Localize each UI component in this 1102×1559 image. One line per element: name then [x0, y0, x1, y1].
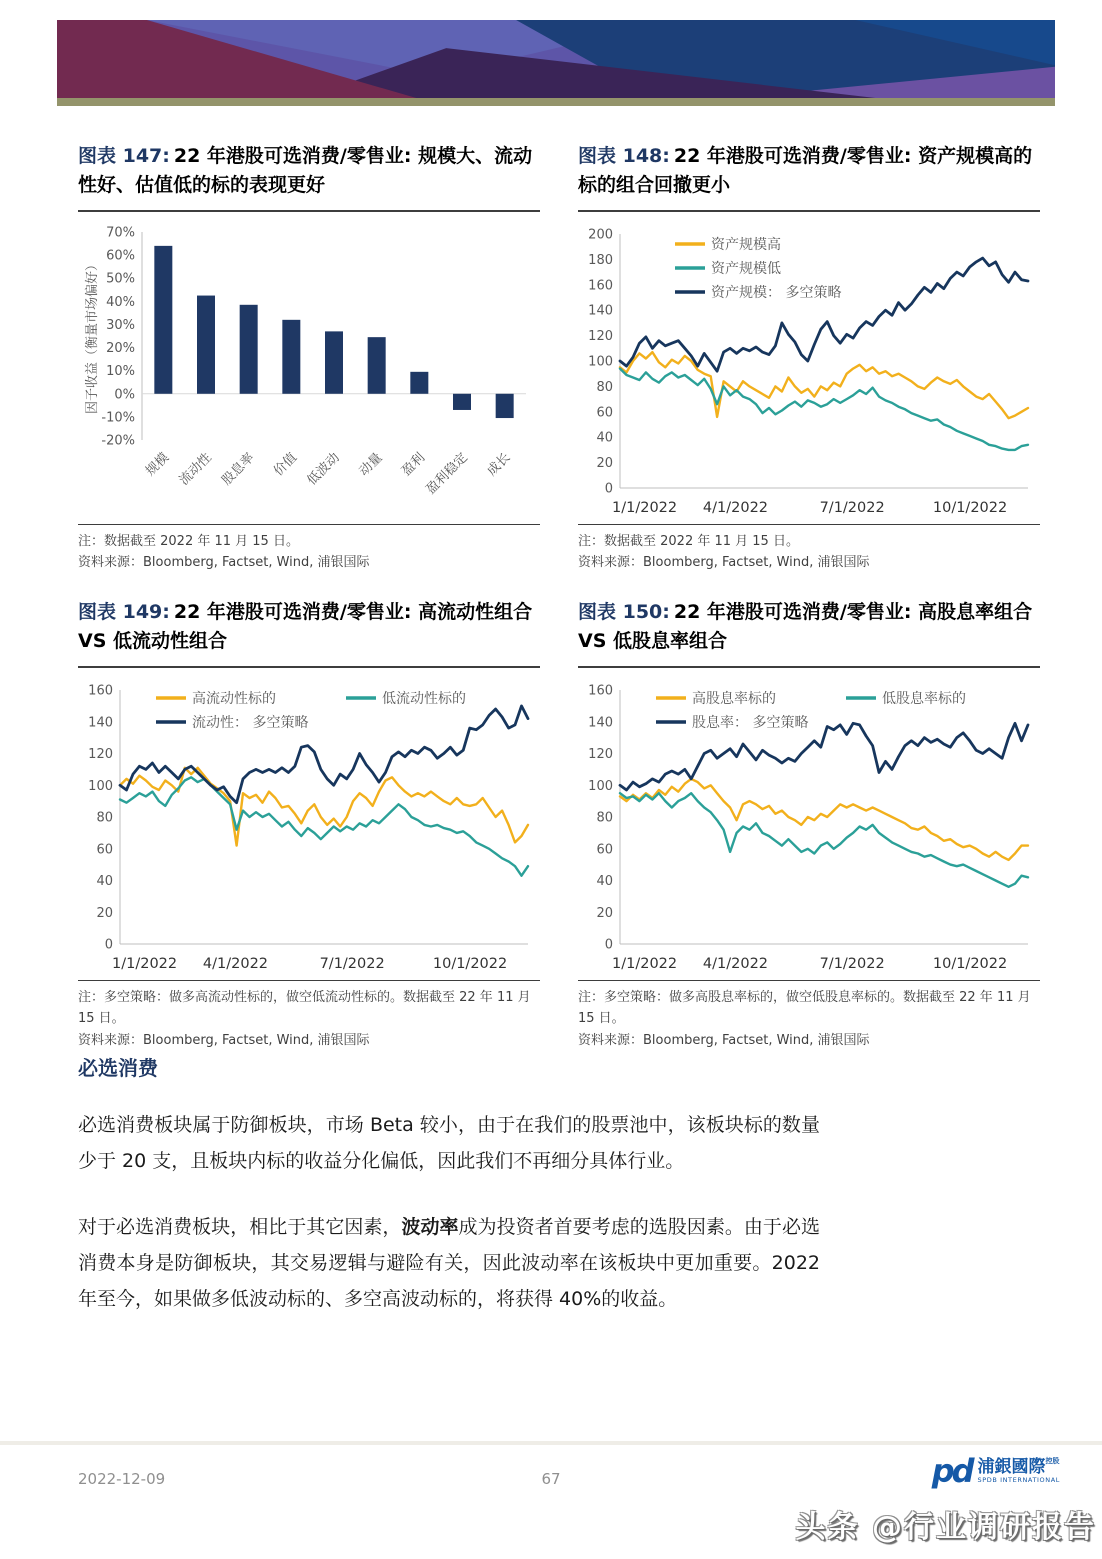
svg-text:180: 180 [588, 252, 613, 268]
figure-150 [578, 598, 1040, 1051]
figure-147 [78, 142, 540, 574]
figure-149-note: 注：多空策略：做多高流动性标的，做空低流动性标的。数据截至 22 年 11 月 15 日。 [78, 990, 531, 1027]
svg-text:-20%: -20% [101, 433, 135, 449]
svg-text:成长: 成长 [484, 450, 514, 480]
svg-text:4/1/2022: 4/1/2022 [702, 500, 769, 516]
svg-text:4/1/2022: 4/1/2022 [702, 956, 769, 972]
figure-148-source: 资料来源：Bloomberg, Factset, Wind, 浦银国际 [578, 555, 870, 571]
figure-148-note-divider [578, 524, 1040, 525]
svg-text:高股息率标的: 高股息率标的 [692, 691, 776, 707]
figure-147-divider [78, 210, 540, 212]
banner-geometry [57, 20, 1055, 98]
figure-149-label: 图表 149: [78, 601, 170, 623]
svg-text:60: 60 [96, 842, 113, 858]
svg-text:120: 120 [88, 747, 113, 762]
svg-text:40: 40 [96, 874, 113, 889]
svg-text:50%: 50% [106, 271, 135, 287]
figure-149-divider [78, 666, 540, 668]
paragraph-2-bold-term: 波动率 [401, 1216, 459, 1239]
svg-text:160: 160 [588, 683, 613, 699]
figure-147-title [78, 142, 540, 206]
svg-text:20%: 20% [106, 341, 135, 357]
svg-text:价值: 价值 [271, 450, 301, 480]
paragraph-2-pre: 对于必选消费板块，相比于其它因素， [78, 1216, 402, 1239]
figure-148 [578, 142, 1040, 574]
spdb-logo-chinese: 浦銀國際控股 [977, 1457, 1060, 1478]
svg-text:140: 140 [588, 303, 613, 319]
svg-text:1/1/2022: 1/1/2022 [612, 500, 678, 516]
svg-text:40%: 40% [106, 294, 135, 310]
svg-text:7/1/2022: 7/1/2022 [319, 956, 385, 972]
svg-text:规模: 规模 [143, 450, 173, 480]
svg-text:60: 60 [596, 405, 613, 421]
asset-size-line-chart [578, 220, 1038, 520]
figure-148-title-text: 22 年港股可选消费/零售业: 资产规模高的标的组合回撤更小 [578, 145, 1033, 197]
figure-148-divider [578, 210, 1040, 212]
figure-147-source: 资料来源：Bloomberg, Factset, Wind, 浦银国际 [78, 555, 370, 571]
figure-150-source: 资料来源：Bloomberg, Factset, Wind, 浦银国际 [578, 1032, 870, 1048]
svg-text:100: 100 [588, 778, 613, 794]
svg-text:资产规模低: 资产规模低 [711, 261, 781, 277]
liquidity-line-chart [78, 676, 538, 976]
svg-text:10/1/2022: 10/1/2022 [932, 956, 1008, 972]
figure-149 [78, 598, 540, 1051]
figure-150-title-text: 22 年港股可选消费/零售业: 高股息率组合 VS 低股息率组合 [578, 601, 1033, 653]
svg-text:股息率: 股息率 [219, 450, 258, 489]
paragraph-2-post: 成为投资者首要考虑的选股因素。由于必选消费本身是防御板块，其交易逻辑与避险有关，因此波动率在该板块中更加重要。2022 年至今，如果做多低波动标的、多空高波动标的，将获得 40%的收益。 [78, 1216, 820, 1311]
svg-text:1/1/2022: 1/1/2022 [112, 956, 178, 972]
svg-text:0: 0 [604, 481, 613, 497]
svg-text:20: 20 [596, 905, 613, 921]
svg-text:流动性： 多空策略: 流动性： 多空策略 [192, 715, 309, 731]
staples-section [78, 1052, 820, 1347]
svg-text:10/1/2022: 10/1/2022 [932, 500, 1008, 516]
svg-text:7/1/2022: 7/1/2022 [819, 500, 885, 516]
svg-text:盈利: 盈利 [399, 450, 429, 480]
svg-text:股息率： 多空策略: 股息率： 多空策略 [692, 715, 809, 731]
figure-148-label: 图表 148: [578, 145, 670, 167]
svg-text:低波动: 低波动 [304, 450, 343, 489]
figure-149-title [78, 598, 540, 662]
header-banner-graphic [57, 20, 1055, 106]
svg-text:80: 80 [596, 379, 613, 395]
figure-147-title-text: 22 年港股可选消费/零售业: 规模大、流动性好、估值低的标的表现更好 [78, 145, 533, 197]
figure-150-note: 注：多空策略：做多高股息率标的，做空低股息率标的。数据截至 22 年 11 月 15 日。 [578, 990, 1031, 1027]
svg-text:资产规模高: 资产规模高 [711, 237, 781, 253]
svg-text:10%: 10% [106, 364, 135, 380]
svg-text:20: 20 [96, 905, 113, 921]
spdb-logo-icon: pd [931, 1452, 972, 1490]
svg-text:70%: 70% [106, 225, 135, 241]
svg-text:10/1/2022: 10/1/2022 [432, 956, 508, 972]
svg-text:40: 40 [596, 874, 613, 889]
svg-text:120: 120 [588, 329, 613, 345]
figure-147-note-divider [78, 524, 540, 525]
figure-148-title [578, 142, 1040, 206]
svg-text:30%: 30% [106, 317, 135, 333]
spdb-logo-english: SPDB INTERNATIONAL [977, 1475, 1060, 1484]
svg-text:80: 80 [96, 810, 113, 826]
svg-text:0: 0 [604, 937, 613, 953]
figure-150-title [578, 598, 1040, 662]
figure-149-note-divider [78, 980, 540, 981]
svg-text:4/1/2022: 4/1/2022 [202, 956, 269, 972]
banner-olive-strip [57, 98, 1055, 106]
svg-text:80: 80 [596, 810, 613, 826]
svg-text:7/1/2022: 7/1/2022 [819, 956, 885, 972]
section-paragraph-1: 必选消费板块属于防御板块，市场 Beta 较小，由于在我们的股票池中，该板块标的数量少于 20 支，且板块内标的收益分化偏低，因此我们不再细分具体行业。 [78, 1114, 820, 1173]
svg-text:60%: 60% [106, 248, 135, 264]
figure-147-note: 注：数据截至 2022 年 11 月 15 日。 [78, 534, 299, 549]
figure-147-label: 图表 147: [78, 145, 170, 167]
figure-150-label: 图表 150: [578, 601, 670, 623]
footer-page-number: 67 [541, 1470, 561, 1488]
spdb-international-logo [931, 1452, 1060, 1490]
svg-text:动量: 动量 [356, 450, 386, 480]
figure-149-source: 资料来源：Bloomberg, Factset, Wind, 浦银国际 [78, 1032, 370, 1048]
svg-text:1/1/2022: 1/1/2022 [612, 956, 678, 972]
svg-text:140: 140 [588, 715, 613, 731]
svg-text:160: 160 [588, 278, 613, 294]
factor-return-bar-chart [78, 220, 538, 520]
footer-date: 2022-12-09 [78, 1470, 166, 1488]
section-heading: 必选消费 [78, 1056, 158, 1080]
svg-text:160: 160 [88, 683, 113, 699]
figure-149-title-text: 22 年港股可选消费/零售业: 高流动性组合 VS 低流动性组合 [78, 601, 533, 653]
svg-text:200: 200 [588, 227, 613, 243]
svg-text:140: 140 [88, 715, 113, 731]
figure-148-note: 注：数据截至 2022 年 11 月 15 日。 [578, 534, 799, 549]
svg-text:低股息率标的: 低股息率标的 [882, 691, 966, 707]
svg-text:流动性: 流动性 [176, 450, 215, 489]
toutiao-watermark: 头条 @行业调研报告 [795, 1510, 1096, 1545]
figure-150-divider [578, 666, 1040, 668]
spdb-logo-text [978, 1458, 1061, 1484]
svg-text:20: 20 [596, 456, 613, 472]
svg-text:因子收益（衡量市场偏好）: 因子收益（衡量市场偏好） [85, 257, 100, 415]
svg-text:低流动性标的: 低流动性标的 [382, 691, 466, 707]
svg-text:60: 60 [596, 842, 613, 858]
svg-text:资产规模： 多空策略: 资产规模： 多空策略 [711, 285, 842, 301]
svg-text:120: 120 [588, 747, 613, 762]
svg-text:盈利稳定: 盈利稳定 [423, 450, 471, 498]
spdb-logo-holdings: 控股 [1045, 1457, 1060, 1466]
figure-150-note-divider [578, 980, 1040, 981]
svg-text:-10%: -10% [101, 410, 135, 426]
footer-divider [0, 1441, 1102, 1445]
svg-text:高流动性标的: 高流动性标的 [192, 691, 276, 707]
svg-text:100: 100 [588, 354, 613, 370]
svg-text:100: 100 [88, 778, 113, 794]
svg-text:0%: 0% [114, 387, 135, 403]
dividend-yield-line-chart [578, 676, 1038, 976]
svg-text:0: 0 [104, 937, 113, 953]
section-paragraph-2 [78, 1209, 820, 1317]
svg-text:40: 40 [596, 430, 613, 446]
